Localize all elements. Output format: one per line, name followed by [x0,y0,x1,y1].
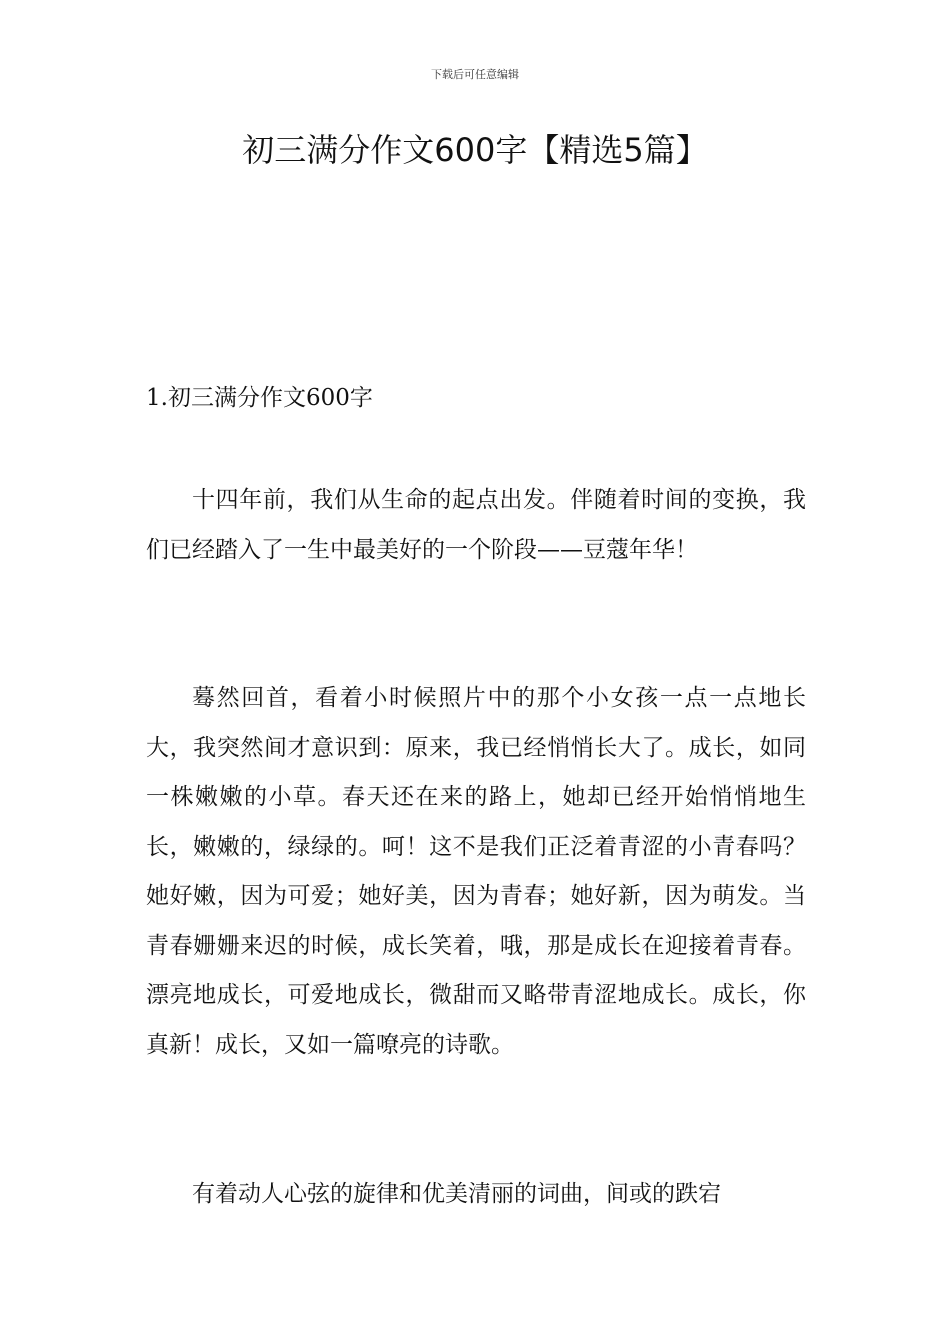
header-note: 下载后可任意编辑 [431,68,519,81]
section-heading: 1.初三满分作文600字 [146,385,373,411]
paragraph-2: 蓦然回首，看着小时候照片中的那个小女孩一点一点地长大，我突然间才意识到：原来，我已经悄悄长大了。成长，如同一株嫩嫩的小草。春天还在来的路上，她却已经开始悄悄地生长，嫩嫩的，绿绿的。呵！这不是我们正泛着青涩的小青春吗？她好嫩，因为可爱；她好美，因为青春；她好新，因为萌发。当青春姗姗来迟的时候，成长笑着，哦，那是成长在迎接着青春。漂亮地成长，可爱地成长，微甜而又略带青涩地成长。成长，你真新！成长，又如一篇嘹亮的诗歌。 [146,685,806,1058]
paragraph-3: 有着动人心弦的旋律和优美清丽的词曲，间或的跌宕 [192,1181,721,1207]
page-title: 初三满分作文600字【精选5篇】 [242,131,708,169]
paragraph-1: 十四年前，我们从生命的起点出发。伴随着时间的变换，我们已经踏入了一生中最美好的一个阶段——豆蔻年华！ [146,487,806,563]
